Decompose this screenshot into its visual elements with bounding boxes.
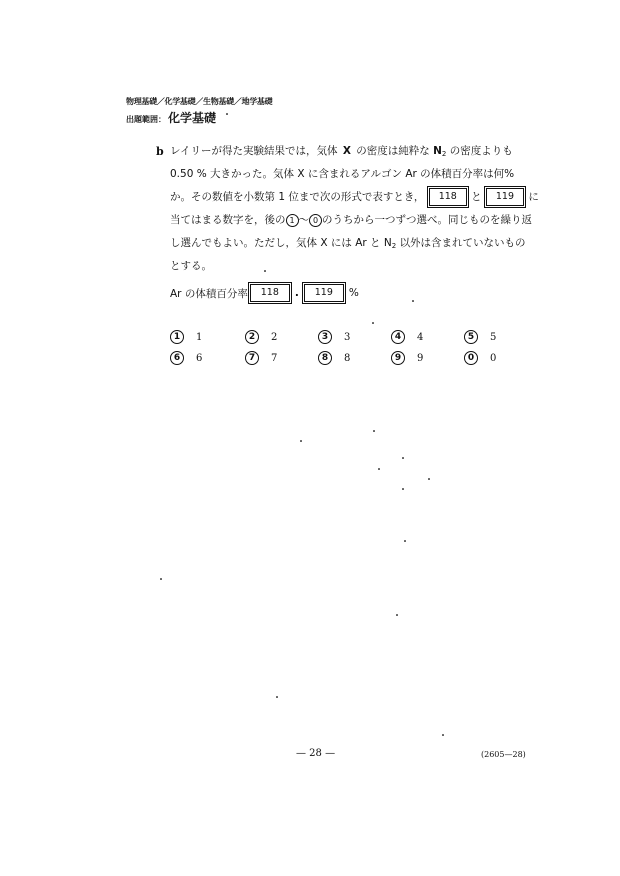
subject-list: 物理基礎／化学基礎／生物基礎／地学基礎: [126, 97, 273, 106]
circled-number-0: 0: [309, 214, 322, 227]
circled-mark: 0: [464, 351, 478, 365]
question-line-6: とする。: [170, 260, 212, 272]
scope-subject: 化学基礎: [168, 111, 217, 125]
question-line-2: 0.50 % 大きかった。気体 X に含まれるアルゴン Ar の体積百分率は何%: [170, 168, 515, 180]
scan-speck: [373, 430, 375, 432]
circled-number-1: 1: [286, 214, 299, 227]
option-8: [318, 351, 350, 365]
text-segment: のうちから一つずつ選べ。同じものを繰り返: [322, 214, 532, 226]
scan-speck: [428, 478, 430, 480]
circled-mark: 2: [245, 330, 259, 344]
option-value: 7: [271, 352, 278, 364]
question-label: b: [156, 145, 164, 158]
scan-speck: [402, 488, 404, 490]
option-value: 2: [271, 331, 278, 343]
option-value: 6: [196, 352, 203, 364]
decimal-point: .: [294, 287, 299, 299]
option-value: 0: [490, 352, 497, 364]
scan-speck: [378, 468, 380, 470]
question-line-5: [170, 232, 526, 258]
answer-box-119: 119: [486, 188, 524, 206]
circled-mark: 3: [318, 330, 332, 344]
question-line-4: [170, 209, 532, 232]
scan-speck: [160, 578, 162, 580]
circled-mark: 9: [391, 351, 405, 365]
circled-mark: 4: [391, 330, 405, 344]
text-segment: 以外は含まれていないもの: [399, 237, 526, 249]
option-6: [170, 351, 202, 365]
scan-speck: [404, 540, 406, 542]
option-value: 4: [417, 331, 424, 343]
circled-mark: 5: [464, 330, 478, 344]
option-value: 3: [344, 331, 351, 343]
scan-speck: [226, 113, 228, 115]
percent-unit: %: [348, 287, 359, 299]
circled-mark: 8: [318, 351, 332, 365]
page-number: — 28 —: [296, 748, 336, 759]
subscript: 2: [391, 242, 397, 250]
circled-mark: 7: [245, 351, 259, 365]
option-3: [318, 330, 350, 344]
option-value: 8: [344, 352, 351, 364]
circled-mark: 1: [170, 330, 184, 344]
scan-speck: [412, 300, 414, 302]
text-segment: の密度よりも: [449, 145, 513, 157]
option-9: [391, 351, 423, 365]
subscript: 2: [441, 150, 447, 158]
option-value: 9: [417, 352, 424, 364]
text-segment: の密度は純粋な: [356, 145, 430, 157]
text-segment: と: [471, 191, 482, 203]
option-0: [464, 351, 496, 365]
option-4: [391, 330, 423, 344]
scan-speck: [300, 440, 302, 442]
scan-speck: [372, 322, 374, 324]
answer-form: [170, 284, 359, 302]
answer-form-box-118: 118: [250, 284, 290, 302]
scope-line: [126, 109, 216, 126]
scan-speck: [402, 457, 404, 459]
option-2: [245, 330, 277, 344]
option-value: 1: [196, 331, 203, 343]
text-segment: レイリーが得た実験結果では，気体: [170, 145, 338, 157]
question-line-3: [170, 186, 539, 209]
option-7: [245, 351, 277, 365]
answer-prefix: Ar の体積百分率: [170, 287, 248, 300]
text-segment: か。その数値を小数第 1 位まで次の形式で表すとき，: [170, 191, 425, 203]
option-5: [464, 330, 496, 344]
text-segment: に: [528, 191, 539, 203]
exam-code: (2605—28): [481, 750, 526, 759]
text-segment: ～: [298, 214, 309, 226]
circled-mark: 6: [170, 351, 184, 365]
option-1: [170, 330, 202, 344]
answer-form-box-119: 119: [304, 284, 344, 302]
text-segment: N: [433, 145, 442, 157]
scan-speck: [276, 696, 278, 698]
scope-label: 出題範囲：: [126, 115, 166, 124]
option-value: 5: [490, 331, 497, 343]
scan-speck: [264, 270, 266, 272]
text-segment: し選んでもよい。ただし，気体 X には Ar と N: [170, 237, 392, 249]
text-segment: 当てはまる数字を，後の: [170, 214, 286, 226]
scan-speck: [442, 734, 444, 736]
choice-options: [170, 330, 530, 370]
scan-speck: [396, 614, 398, 616]
answer-box-118: 118: [429, 188, 467, 206]
text-segment: X: [342, 145, 351, 157]
